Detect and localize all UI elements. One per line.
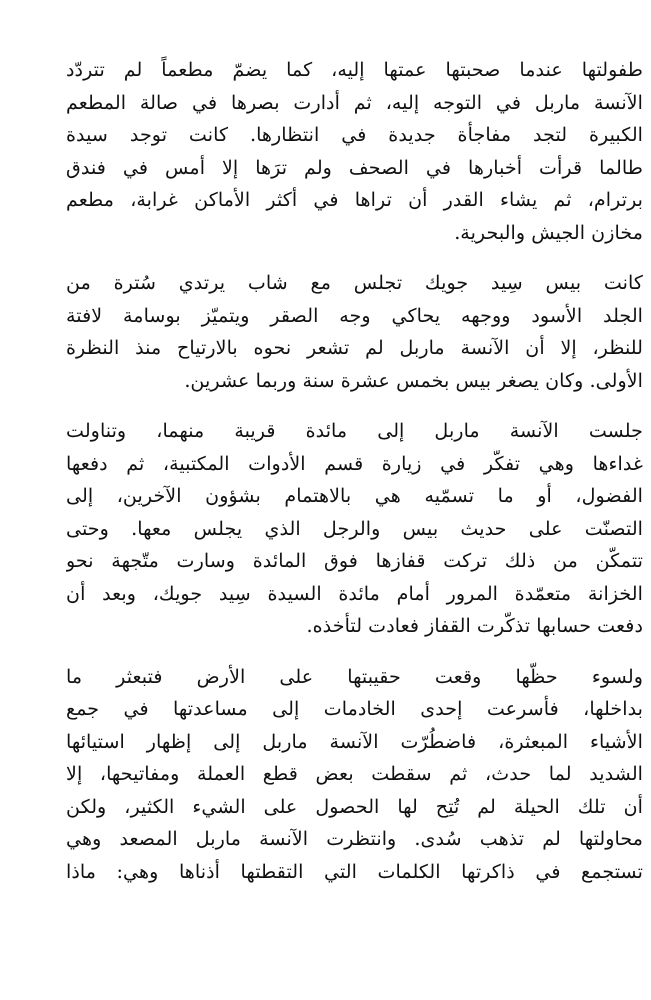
text-line: الفضول، أو ما تسمّيه هي بالاهتمام بشؤون الآخرين، إلى [66, 484, 643, 507]
text-line: الآنسة ماربل في التوجه إليه، ثم أدارت بصرها في صالة المطعم [66, 90, 643, 114]
text-line: الأشياء المبعثرة، فاضطُرّت الآنسة ماربل إلى إظهار استيائها [66, 729, 643, 753]
paragraph-1 [66, 54, 643, 249]
text-line: الأولى. وكان يصغر بيس بخمس عشرة سنة وربما عشرين. [184, 368, 643, 392]
text-line: مخازن الجيش والبحرية. [454, 220, 643, 244]
text-line: محاولتها لم تذهب سُدى. وانتظرت الآنسة ماربل المصعد وهي [66, 827, 643, 850]
text-line: الخزانة متعمّدة المرور أمام مائدة السيدة سِيد جويك، وبعد أن [66, 581, 643, 605]
text-line: جلست الآنسة ماربل إلى مائدة قريبة منهما، وتناولت [66, 419, 643, 442]
text-line: برترام، ثم يشاء القدر أن تراها في أكثر الأماكن غرابة، مطعم [66, 188, 643, 211]
text-line: الشديد لما حدث، ثم سقطت بعض قطع العملة ومفاتيحها، إلا [66, 762, 643, 785]
text-line: أن تلك الحيلة لم تُتِح لها الحصول على الشيء الكثير، ولكن [66, 794, 643, 818]
text-line: الجلد الأسود ووجهه يحاكي وجه الصقر ويتميّز بوسامة لافتة [66, 303, 643, 327]
text-line: التصنّت على حديث بيس والرجل الذي يجلس معها. وحتى [66, 516, 643, 540]
text-line: طفولتها عندما صحبتها عمتها إليه، كما يضمّ مطعماً لم تتردّد [66, 58, 643, 81]
text-line: الكبيرة لتجد مفاجأة جديدة في انتظارها. كانت توجد سيدة [66, 123, 643, 146]
text-line: دفعت حسابها تذكّرت القفاز فعادت لتأخذه. [306, 614, 643, 637]
text-line: غداءها وهي تفكّر في زيارة قسم الأدوات المكتبية، ثم دفعها [66, 451, 643, 475]
text-line: ولسوء حظّها وقعت حقيبتها على الأرض فتبعثر ما [66, 664, 643, 688]
text-line: للنظر، إلا أن الآنسة ماربل لم تشعر نحوه بالارتياح منذ النظرة [66, 336, 643, 359]
text-line: بداخلها، فأسرعت إحدى الخادمات إلى مساعدتها في جمع [66, 697, 643, 720]
text-line: كانت بيس سِيد جويك تجلس مع شاب يرتدي سُترة من [66, 271, 643, 294]
book-page [66, 54, 643, 994]
text-line: تستجمع في ذاكرتها الكلمات التي التقطتها أذناها وهي: ماذا [66, 859, 643, 883]
text-line: تتمكّن من ذلك تركت قفازها فوق المائدة وسارت متّجهة نحو [66, 549, 643, 572]
paragraph-4 [66, 661, 643, 889]
paragraph-3 [66, 415, 643, 643]
paragraph-2 [66, 267, 643, 397]
text-line: طالما قرأت أخبارها في الصحف ولم ترَها إلا أمس في فندق [66, 155, 643, 179]
